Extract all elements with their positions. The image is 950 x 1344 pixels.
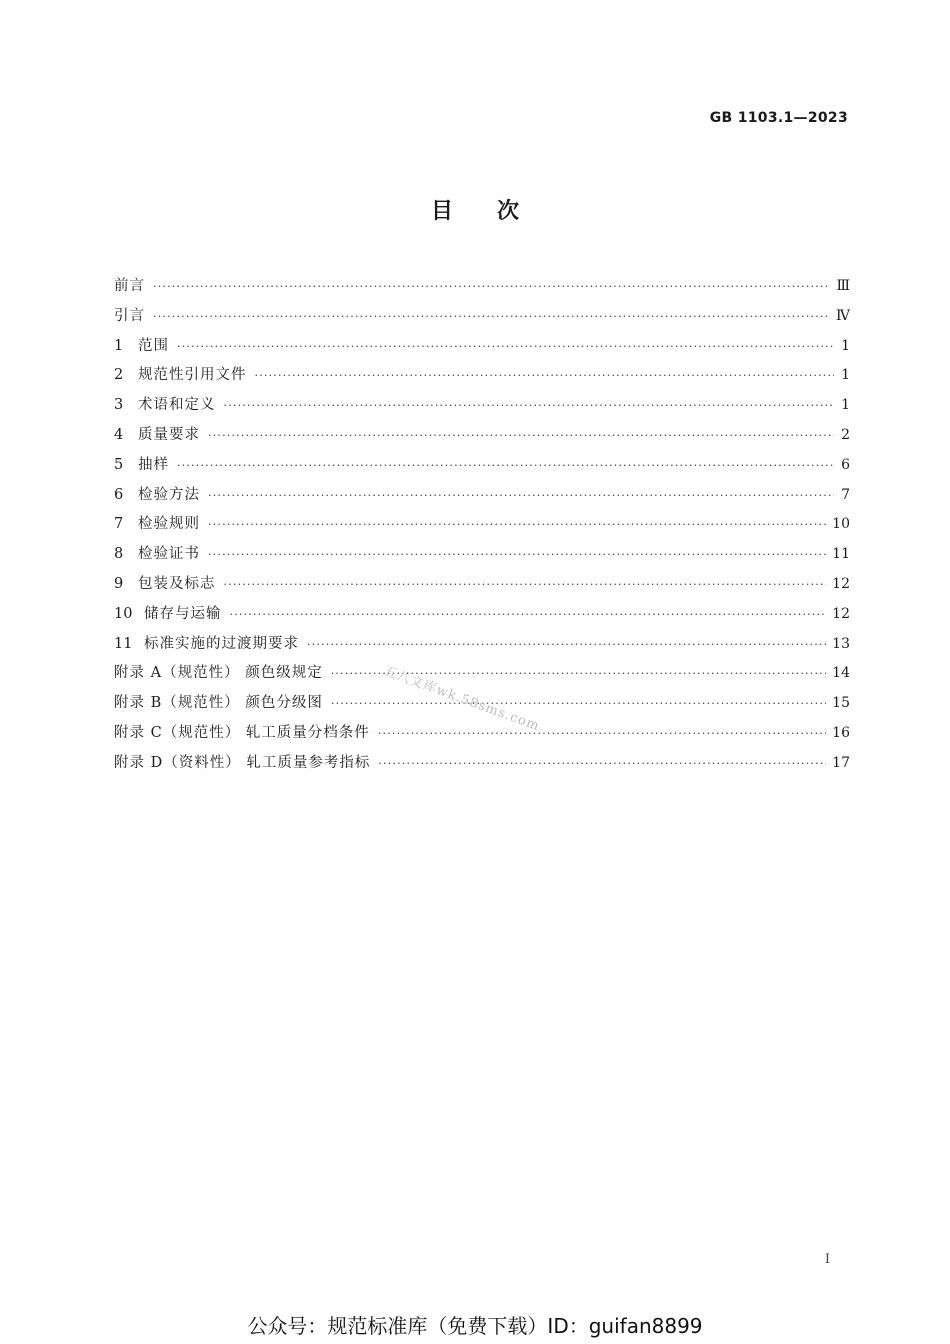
toc-entry[interactable] xyxy=(114,363,850,393)
toc-entry[interactable] xyxy=(114,334,850,364)
toc-entry-title: 引言 xyxy=(114,307,145,324)
toc-entry-title: 术语和定义 xyxy=(138,397,216,414)
toc-entry-page: 15 xyxy=(832,695,850,712)
toc-entry[interactable] xyxy=(114,721,850,751)
toc-entry-page: 11 xyxy=(832,546,850,563)
toc-entry-number: 10 xyxy=(114,605,133,622)
toc-entry[interactable] xyxy=(114,542,850,572)
toc-entry-page: 1 xyxy=(841,367,850,384)
toc-leader-dots xyxy=(331,697,826,710)
toc-entry-title: 包装及标志 xyxy=(138,575,216,592)
toc-entry-number: 9 xyxy=(114,575,124,592)
toc-entry-number: 6 xyxy=(114,486,124,503)
toc-entry-number: 2 xyxy=(114,367,124,384)
toc-entry[interactable] xyxy=(114,423,850,453)
toc-leader-dots xyxy=(378,727,826,740)
toc-leader-dots xyxy=(153,310,830,323)
toc-entry-number: 7 xyxy=(114,516,124,533)
toc-entry-page: 16 xyxy=(832,724,850,741)
toc-entry-number: 8 xyxy=(114,546,124,563)
standard-number: GB 1103.1—2023 xyxy=(709,110,848,126)
toc-entry-page: 14 xyxy=(832,665,850,682)
toc-entry-title: 附录 A（规范性） 颜色级规定 xyxy=(114,665,323,682)
toc-entry-title: 规范性引用文件 xyxy=(138,367,247,384)
toc-entry-page: Ⅲ xyxy=(836,278,850,294)
toc-entry-page: 12 xyxy=(832,575,850,592)
toc-entry-page: 2 xyxy=(841,426,850,443)
toc-entry[interactable] xyxy=(114,602,850,632)
toc-leader-dots xyxy=(208,489,834,502)
toc-entry-title: 储存与运输 xyxy=(144,605,222,622)
toc-leader-dots xyxy=(307,638,826,651)
toc-entry-number: 4 xyxy=(114,426,124,443)
toc-entry-title: 检验证书 xyxy=(138,546,200,563)
toc-leader-dots xyxy=(177,340,834,353)
toc-leader-dots xyxy=(378,757,826,770)
toc-entry-title: 范围 xyxy=(138,337,169,354)
toc-entry-title: 检验规则 xyxy=(138,516,200,533)
toc-leader-dots xyxy=(255,369,835,382)
toc-entry-page: 12 xyxy=(832,605,850,622)
toc-entry[interactable] xyxy=(114,632,850,662)
toc-entry-title: 前言 xyxy=(114,278,145,294)
toc-entry-number: 11 xyxy=(114,635,133,652)
toc-entry-number: 3 xyxy=(114,397,124,414)
page-title: 目次 xyxy=(430,199,563,224)
toc-entry-page: 17 xyxy=(832,754,850,771)
toc-entry-title: 附录 D（资料性） 轧工质量参考指标 xyxy=(114,754,371,771)
toc-leader-dots xyxy=(208,548,826,561)
toc-entry-page: 1 xyxy=(841,337,850,354)
toc-entry-title: 附录 B（规范性） 颜色分级图 xyxy=(114,695,323,712)
toc-entry[interactable] xyxy=(114,304,850,334)
toc-entry-page: 10 xyxy=(832,516,850,533)
toc-entry-page: 7 xyxy=(841,486,850,503)
toc-entry-title: 检验方法 xyxy=(138,486,200,503)
toc-leader-dots xyxy=(230,608,827,621)
toc-entry-title: 标准实施的过渡期要求 xyxy=(144,635,299,652)
toc-leader-dots xyxy=(224,578,827,591)
toc-entry-title: 质量要求 xyxy=(138,426,200,443)
toc-entry-page: 1 xyxy=(841,397,850,414)
toc-entry[interactable] xyxy=(114,572,850,602)
toc-leader-dots xyxy=(177,459,834,472)
watermark-text: 五八文库wk.58sms.com xyxy=(381,663,542,735)
toc-entry-number: 5 xyxy=(114,456,124,473)
toc-entry-page: 13 xyxy=(832,635,850,652)
toc-entry[interactable] xyxy=(114,512,850,542)
toc-entry-number: 1 xyxy=(114,337,124,354)
toc-leader-dots xyxy=(153,280,830,293)
toc-entry-page: 6 xyxy=(841,456,850,473)
toc-leader-dots xyxy=(208,518,826,531)
toc-entry[interactable] xyxy=(114,274,850,304)
toc-entry[interactable] xyxy=(114,661,850,691)
promo-banner: 公众号：规范标准库（免费下载）ID：guifan8899 xyxy=(247,1314,703,1338)
toc-entry[interactable] xyxy=(114,483,850,513)
toc-entry-title: 附录 C（规范性） 轧工质量分档条件 xyxy=(114,724,370,741)
toc-entry[interactable] xyxy=(114,453,850,483)
toc-leader-dots xyxy=(208,429,834,442)
toc-entry[interactable] xyxy=(114,751,850,781)
toc-entry-title: 抽样 xyxy=(138,456,169,473)
page-number: I xyxy=(824,1252,830,1267)
toc-entry-page: Ⅳ xyxy=(836,307,850,324)
toc-entry[interactable] xyxy=(114,393,850,423)
toc-leader-dots xyxy=(224,399,835,412)
